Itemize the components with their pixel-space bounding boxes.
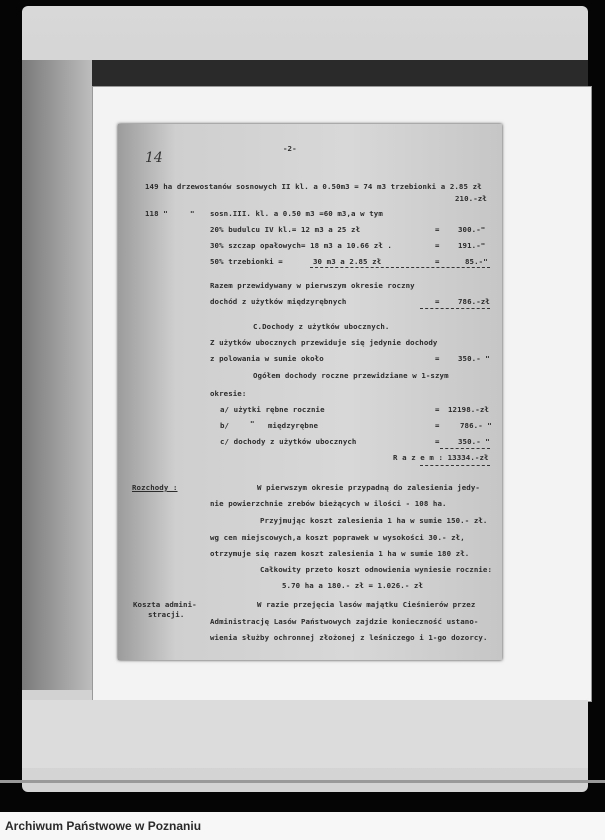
document-page [118, 124, 502, 660]
value: 786.- " [460, 421, 492, 430]
equals: = [435, 354, 440, 363]
handwritten-note: 14 [145, 150, 163, 166]
text-line: otrzymuje się razem koszt zalesienia 1 ha w sumie 180 zł. [210, 549, 470, 558]
text-line: 118 " [145, 209, 168, 218]
dashed-rule [310, 267, 490, 268]
margin-label-koszta: stracji. [148, 610, 185, 619]
margin-label-koszta: Koszta admini- [133, 600, 197, 609]
equals: = [435, 257, 440, 266]
footer-bar [0, 812, 605, 840]
text-line: " [190, 209, 195, 218]
text-line: W razie przejęcia lasów majątku Cieśnierów przez [257, 600, 476, 609]
equals: = [435, 225, 440, 234]
archive-name: Archiwum Państwowe w Poznaniu [5, 819, 202, 833]
text-line: z polowania w sumie około [210, 354, 324, 363]
text-line: a/ użytki rębne rocznie [220, 405, 325, 414]
page-number: -2- [283, 144, 297, 153]
text-line: " [250, 419, 255, 428]
dashed-rule [420, 308, 490, 309]
scan-shadow-left [22, 60, 92, 690]
text-line: okresie: [210, 389, 247, 398]
text-line: dochód z użytków międzyrębnych [210, 297, 347, 306]
text-line: 50% trzebionki = [210, 257, 283, 266]
equals: = [435, 437, 440, 446]
equals: = [435, 421, 440, 430]
text-line: W pierwszym okresie przypadną do zalesienia jedy- [257, 483, 480, 492]
divider [0, 780, 605, 783]
section-heading: C.Dochody z użytków ubocznych. [253, 322, 390, 331]
text-line: wienia służby ochronnej złożonej z leśniczego i 1-go dozorcy. [210, 633, 488, 642]
text-line: wg cen miejscowych,a koszt poprawek w wysokości 30.- zł, [210, 533, 465, 542]
dashed-rule [420, 465, 490, 466]
text-line: 20% budulcu IV kl.= 12 m3 a 25 zł [210, 225, 361, 234]
text-line: 30 m3 a 2.85 zł [313, 257, 382, 266]
equals: = [435, 297, 440, 306]
text-line: Z użytków ubocznych przewiduje się jedynie dochody [210, 338, 438, 347]
value: 350.- " [458, 354, 490, 363]
value: 85.-" [465, 257, 488, 266]
value: 12198.-zł [448, 405, 489, 414]
scan-shadow [22, 60, 588, 88]
text-line: c/ dochody z użytków ubocznych [220, 437, 357, 446]
equals: = [435, 241, 440, 250]
text-line: międzyrębne [268, 421, 319, 430]
scanner-bottom [22, 700, 588, 768]
value: 786.-zł [458, 297, 490, 306]
text-line: 30% szczap opałowych= 18 m3 a 10.66 zł . [210, 241, 392, 250]
text-line: 149 ha drzewostanów sosnowych II kl. a 0.50m3 = 74 m3 trzebionki a 2.85 zł [145, 182, 482, 191]
text-line: b/ [220, 421, 230, 430]
text-line: Ogółem dochody roczne przewidziane w 1-szym [253, 371, 449, 380]
text-line: Całkowity przeto koszt odnowienia wyniesie rocznie: [260, 565, 493, 574]
value: 300.-" [458, 225, 486, 234]
text-line: Administrację Lasów Państwowych zajdzie konieczność ustano- [210, 617, 479, 626]
equals: = [435, 405, 440, 414]
margin-label-rozchody: Rozchody : [132, 483, 178, 492]
value: 350.- " [458, 437, 490, 446]
text-line: Przyjmując koszt zalesienia 1 ha w sumie 150.- zł. [260, 516, 488, 525]
text-line: nie powierzchnie zrebów bieżących w ilości - 108 ha. [210, 499, 447, 508]
dashed-rule [440, 448, 490, 449]
text-line: Razem przewidywany w pierwszym okresie roczny [210, 281, 415, 290]
value: 191.-" [458, 241, 486, 250]
text-line: 5.70 ha a 180.- zł = 1.026.- zł [282, 581, 424, 590]
total: R a z e m : 13334.-zł [393, 453, 489, 462]
text-line: sosn.III. kl. a 0.50 m3 =60 m3,a w tym [210, 209, 383, 218]
value: 210.-zł [455, 194, 487, 203]
